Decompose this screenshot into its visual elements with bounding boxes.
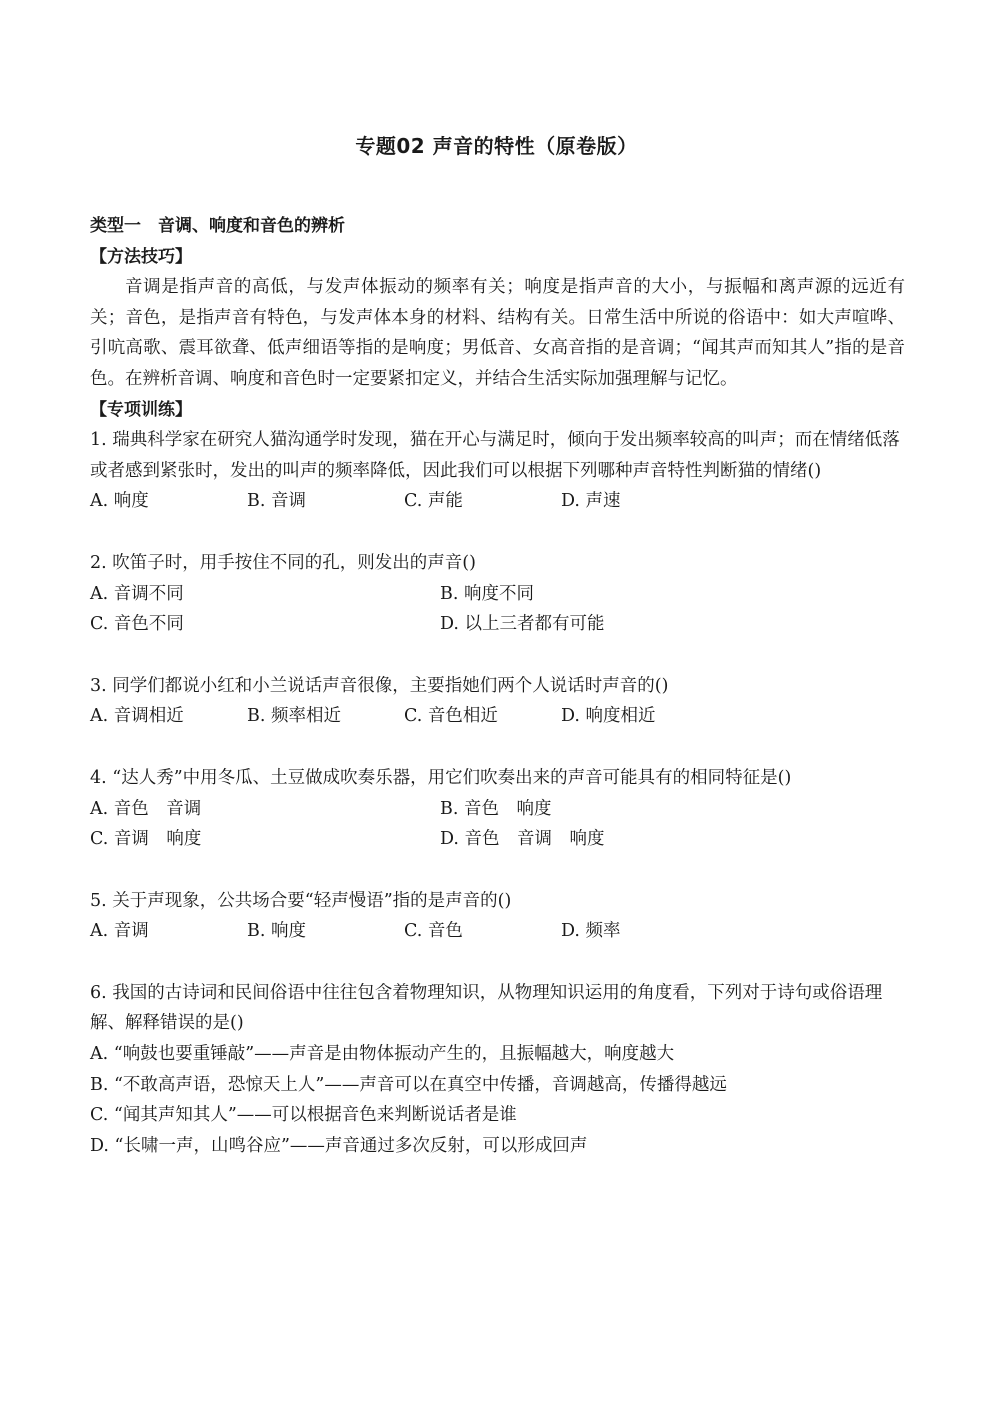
question-options-row-1 — [90, 794, 905, 825]
option-b: B. 音色 响度 — [440, 798, 552, 819]
spacer — [90, 855, 905, 886]
question-options — [90, 701, 905, 732]
option-a: A. 音调不同 — [90, 583, 184, 604]
question-stem: 3. 同学们都说小红和小兰说话声音很像，主要指她们两个人说话时声音的() — [90, 675, 669, 696]
option-c: C. 声能 — [404, 491, 463, 512]
option-c: C. 音色相近 — [404, 706, 498, 727]
question-stem: 1. 瑞典科学家在研究人猫沟通学时发现，猫在开心与满足时，倾向于发出频率较高的叫声；而在情绪低落或者感到紧张时，发出的叫声的频率降低，因此我们可以根据下列哪种声音特性判断猫的情绪() — [90, 430, 900, 481]
question-stem: 4. “达人秀”中用冬瓜、土豆做成吹奏乐器，用它们吹奏出来的声音可能具有的相同特征是() — [90, 767, 792, 788]
option-d: D. “长啸一声，山鸣谷应”——声音通过多次反射，可以形成回声 — [90, 1135, 588, 1156]
spacer — [90, 732, 905, 763]
question-options — [90, 486, 905, 517]
option-a: A. “响鼓也要重锤敲”——声音是由物体振动产生的，且振幅越大，响度越大 — [90, 1044, 675, 1065]
document-body — [90, 211, 905, 1161]
option-c: C. 音色 — [404, 921, 463, 942]
option-c: C. “闻其声知其人”——可以根据音色来判断说话者是谁 — [90, 1105, 517, 1126]
question-stem: 5. 关于声现象，公共场合要“轻声慢语”指的是声音的() — [90, 890, 512, 911]
method-paragraph: 音调是指声音的高低，与发声体振动的频率有关；响度是指声音的大小，与振幅和离声源的远近有关；音色，是指声音有特色，与发声体本身的材料、结构有关。日常生活中所说的俗语中：如大声喧哗、引吭高歌、震耳欲聋、低声细语等指的是响度；男低音、女高音指的是音调；“闻其声而知其人”指的是音色。在辨析音调、响度和音色时一定要紧扣定义，并结合生活实际加强理解与记忆。 — [90, 277, 905, 389]
page-title: 专题02 声音的特性（原卷版） — [355, 134, 638, 158]
option-b: B. 频率相近 — [247, 706, 341, 727]
option-b: B. 音调 — [247, 491, 306, 512]
option-a: A. 音调 — [90, 921, 149, 942]
option-d: D. 以上三者都有可能 — [440, 614, 605, 635]
option-a: A. 音调相近 — [90, 706, 184, 727]
option-b: B. 响度 — [247, 921, 306, 942]
training-label: 【专项训练】 — [90, 399, 192, 420]
option-d: D. 频率 — [561, 921, 621, 942]
option-b: B. “不敢高声语，恐惊天上人”——声音可以在真空中传播，音调越高，传播得越远 — [90, 1074, 727, 1095]
question-2 — [90, 548, 905, 640]
option-a: A. 音色 音调 — [90, 798, 202, 819]
question-options — [90, 916, 905, 947]
question-options-row-1 — [90, 579, 905, 610]
spacer — [90, 517, 905, 548]
question-4 — [90, 763, 905, 855]
option-d: D. 声速 — [561, 491, 621, 512]
option-b: B. 响度不同 — [440, 583, 534, 604]
question-3 — [90, 671, 905, 732]
option-c: C. 音调 响度 — [90, 829, 202, 850]
question-stem: 6. 我国的古诗词和民间俗语中往往包含着物理知识，从物理知识运用的角度看，下列对于诗句或俗语理解、解释错误的是() — [90, 982, 883, 1034]
option-d: D. 响度相近 — [561, 706, 656, 727]
spacer — [90, 947, 905, 978]
spacer — [90, 640, 905, 671]
option-a: A. 响度 — [90, 491, 149, 512]
option-c: C. 音色不同 — [90, 614, 184, 635]
option-d: D. 音色 音调 响度 — [440, 829, 605, 850]
section-heading: 类型一 音调、响度和音色的辨析 — [90, 216, 345, 236]
question-5 — [90, 886, 905, 947]
method-label: 【方法技巧】 — [90, 246, 192, 267]
question-options-row-2 — [90, 824, 905, 855]
question-stem: 2. 吹笛子时，用手按住不同的孔，则发出的声音() — [90, 552, 476, 573]
question-options-row-2 — [90, 609, 905, 640]
question-1 — [90, 425, 905, 517]
question-6 — [90, 978, 905, 1162]
